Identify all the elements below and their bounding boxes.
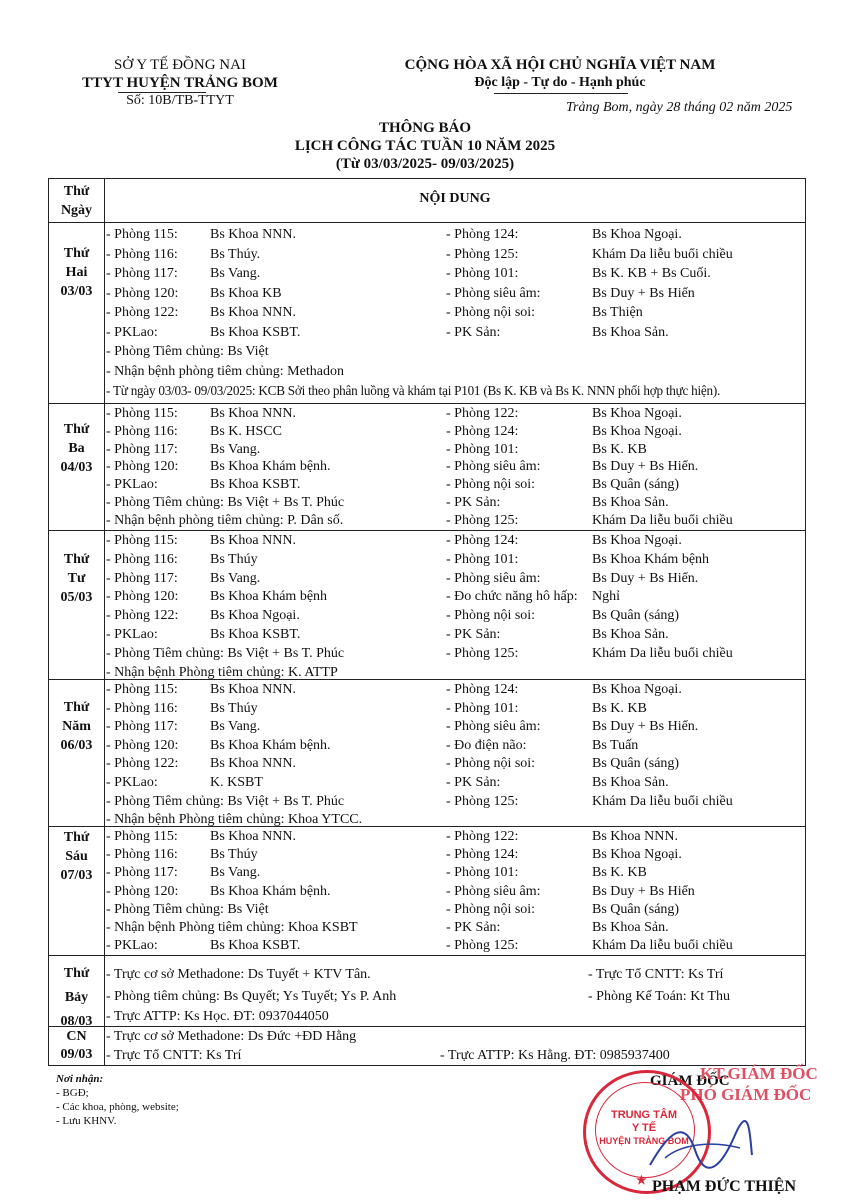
motto-underline [494, 93, 628, 94]
saturday-label-1: Thứ [63, 966, 90, 981]
room-label: - Phòng nội soi: [446, 901, 536, 917]
room-assignee: Bs Duy + Bs Hiển [592, 883, 695, 899]
recipient-item: - Lưu KHNV. [56, 1115, 117, 1127]
room-assignee: Bs Khoa Ngoại. [592, 406, 682, 421]
room-label: - Phòng 115: [106, 829, 178, 844]
room-label: - Phòng 120: [106, 737, 179, 753]
document-number: Số: 10B/TB-TTYT [126, 93, 234, 108]
saturday-right-1: - Trực Tổ CNTT: Ks Trí [588, 967, 724, 982]
room-label: - Phòng 124: [446, 423, 519, 439]
room-assignee: Bs Khoa Ngoại. [592, 682, 682, 697]
handwritten-signature-icon [640, 1110, 760, 1180]
room-assignee: Bs Khoa NNN. [210, 406, 296, 421]
room-label: - PK Sản: [446, 775, 501, 790]
room-label: - Phòng 117: [106, 266, 178, 281]
room-assignee: Bs Khoa Ngoại. [592, 227, 682, 242]
room-assignee: Bs Tuấn [592, 737, 639, 753]
room-label: - Phòng 117: [106, 570, 178, 586]
room-assignee: Bs Khoa Sản. [592, 627, 669, 642]
room-assignee: Bs Thúy [210, 847, 258, 863]
room-assignee: Bs Thiện [592, 305, 643, 320]
recipients-block [56, 1072, 179, 1128]
header-content-label: NỘI DUNG [419, 191, 491, 206]
room-label: - Phòng 101: [446, 865, 519, 881]
room-assignee: Bs Khoa KSBT. [210, 938, 301, 954]
room-assignee: Bs Khoa Khám bệnh. [210, 737, 331, 753]
room-assignee: Bs K. KB + Bs Cuối. [592, 266, 711, 281]
room-assignee: Bs Khoa Ngoại. [592, 847, 682, 863]
room-assignee: Bs Quân (sáng) [592, 608, 680, 624]
room-assignee: Bs Duy + Bs Hiển. [592, 719, 699, 735]
room-label: - Phòng 117: [106, 441, 178, 457]
room-label: - Phòng 120: [106, 459, 179, 475]
room-assignee: Bs Khoa KSBT. [210, 477, 301, 493]
saturday-label-2: Bảy [64, 990, 89, 1005]
place-date: Trảng Bom, ngày 28 tháng 02 năm 2025 [566, 100, 793, 115]
room-label: - Phòng 125: [446, 246, 519, 262]
room-assignee: Bs Khoa NNN. [210, 756, 296, 772]
room-assignee: Khám Da liễu buổi chiều [592, 512, 733, 528]
room-label: - Phòng nội soi: [446, 477, 536, 493]
day-label-cell [48, 420, 105, 477]
room-label: - PK Sản: [446, 627, 501, 642]
room-assignee: Bs Vang. [210, 865, 261, 881]
room-assignee: Bs Vang. [210, 266, 261, 281]
day-label-cell [48, 244, 105, 301]
room-label: - Phòng 116: [106, 246, 178, 262]
room-assignee: Bs Khoa Ngoại. [592, 423, 682, 439]
day-note-line: - Phòng Tiêm chủng: Bs Việt [106, 344, 269, 359]
issuer-block [60, 56, 300, 110]
recipient-item: - Các khoa, phòng, website; [56, 1101, 179, 1113]
room-label: - Phòng 120: [106, 285, 179, 301]
room-assignee: Bs Khoa Ngoại. [592, 533, 682, 548]
room-assignee: Bs Khoa KB [210, 285, 282, 301]
room-assignee: Khám Da liễu buổi chiều [592, 793, 733, 809]
room-label: - Phòng 115: [106, 227, 178, 242]
day-date: 07/03 [60, 868, 93, 883]
room-label: - Phòng 101: [446, 551, 519, 567]
tuesday-divider [48, 530, 806, 531]
header-day-cell [48, 182, 105, 220]
room-label: - Phòng siêu âm: [446, 719, 541, 735]
day-label: Tư [67, 571, 86, 586]
room-assignee: Bs Khoa NNN. [210, 305, 296, 320]
room-assignee: Bs Thúy [210, 700, 258, 716]
day-label-cell [48, 828, 105, 885]
room-label: - Phòng siêu âm: [446, 883, 541, 899]
room-assignee: Bs Quân (sáng) [592, 477, 680, 493]
room-assignee: Bs Khoa NNN. [210, 533, 296, 548]
room-label: - Phòng siêu âm: [446, 285, 541, 301]
room-label: - Phòng Tiêm chủng: Bs Việt + Bs T. Phúc [106, 495, 345, 510]
room-label: - PKLao: [106, 324, 158, 340]
day-label: Sáu [65, 849, 88, 864]
room-assignee: Bs K. KB [592, 700, 647, 716]
document-title [160, 119, 690, 173]
room-label: - Phòng 116: [106, 700, 178, 716]
room-label: - Phòng 124: [446, 533, 519, 548]
room-assignee: Bs Thúy. [210, 246, 261, 262]
day-note-line: - Nhận bệnh phòng tiêm chủng: Methadon [106, 363, 344, 379]
room-assignee: Khám Da liễu buổi chiều [592, 938, 733, 954]
sunday-date: 09/03 [60, 1047, 93, 1062]
room-label: - Phòng 115: [106, 406, 178, 421]
day-label: Hai [65, 265, 88, 280]
day-date: 05/03 [60, 590, 93, 605]
room-label: - Phòng 124: [446, 847, 519, 863]
room-label: - PK Sản: [446, 324, 501, 340]
day-column-divider [104, 178, 105, 1066]
room-label: - PKLao: [106, 775, 158, 790]
room-assignee: Bs Khoa Khám bệnh [210, 589, 328, 605]
room-assignee: Bs Thúy [210, 551, 258, 567]
room-label: - Nhận bệnh phòng tiêm chủng: P. Dân số. [106, 512, 344, 528]
room-assignee: Khám Da liễu buổi chiều [592, 246, 733, 262]
saturday-line-3: - Trực ATTP: Ks Học. ĐT: 0937044050 [106, 1009, 329, 1024]
room-assignee: Bs Quân (sáng) [592, 756, 680, 772]
room-assignee: Bs Khoa Khám bệnh. [210, 883, 331, 899]
issuer-department: SỞ Y TẾ ĐỒNG NAI [114, 57, 246, 73]
room-label: - Phòng 125: [446, 793, 519, 809]
room-label: - Phòng 120: [106, 883, 179, 899]
title-line3: (Từ 03/03/2025- 09/03/2025) [335, 156, 515, 172]
room-assignee: Bs Vang. [210, 719, 261, 735]
signer-name: PHẠM ĐỨC THIỆN [652, 1178, 796, 1195]
room-label: - Nhận bệnh Phòng tiêm chủng: Khoa KSBT [106, 920, 358, 935]
title-line1: THÔNG BÁO [378, 120, 472, 136]
saturday-line-1: - Trực cơ sở Methadone: Ds Tuyết + KTV Tân. [106, 967, 371, 982]
room-assignee: Bs Khoa NNN. [210, 227, 296, 242]
day-label: Thứ [63, 246, 90, 261]
room-label: - Phòng siêu âm: [446, 570, 541, 586]
room-label: - Phòng 122: [106, 608, 179, 624]
room-assignee: Bs Khoa NNN. [592, 829, 678, 844]
day-note-line: - Nhận bệnh Phòng tiêm chủng: Khoa YTCC. [106, 812, 363, 828]
room-label: - Phòng 122: [106, 756, 179, 772]
room-assignee: Bs Khoa NNN. [210, 829, 296, 844]
nation-title: CỘNG HÒA XÃ HỘI CHỦ NGHĨA VIỆT NAM [404, 57, 716, 73]
room-label: - PK Sản: [446, 920, 501, 935]
stamp-pho-giam-doc: PHÓ GIÁM ĐỐC [680, 1085, 812, 1104]
room-assignee: Bs Vang. [210, 570, 261, 586]
room-label: - PK Sản: [446, 495, 501, 510]
room-label: - Phòng 101: [446, 266, 519, 281]
day-label-cell [48, 550, 105, 607]
room-assignee: Bs K. KB [592, 441, 647, 457]
room-assignee: Bs Duy + Bs Hiển. [592, 570, 699, 586]
header-day-label: Thứ [63, 184, 90, 199]
issuer-underline [118, 92, 206, 93]
saturday-cell [48, 962, 105, 1034]
seal-star-icon: ★ [636, 1173, 647, 1187]
sunday-cell [48, 1028, 105, 1064]
room-assignee: Nghỉ [592, 589, 620, 605]
room-label: - Phòng 101: [446, 441, 519, 457]
room-label: - Phòng 101: [446, 700, 519, 716]
room-label: - Phòng 116: [106, 423, 178, 439]
room-assignee: Bs Duy + Bs Hiển. [592, 459, 699, 475]
day-label: Thứ [63, 552, 90, 567]
day-label: Thứ [63, 700, 90, 715]
room-label: - Đo điện não: [446, 737, 527, 753]
room-assignee: Bs K. HSCC [210, 423, 282, 439]
room-label: - Phòng nội soi: [446, 305, 536, 320]
room-assignee: Bs Khoa Sản. [592, 495, 669, 510]
room-label: - Đo chức năng hô hấp: [446, 589, 578, 605]
room-assignee: Bs Khoa Sản. [592, 775, 669, 790]
seal-line-1: TRUNG TÂM [611, 1109, 677, 1121]
room-label: - Phòng 125: [446, 645, 519, 661]
room-label: - Phòng nội soi: [446, 756, 536, 772]
day-label-cell [48, 698, 105, 755]
issuer-center: TTYT HUYỆN TRẢNG BOM [82, 75, 278, 91]
room-label: - PKLao: [106, 477, 158, 493]
room-assignee: Bs Khoa NNN. [210, 682, 296, 697]
room-label: - Phòng 122: [446, 406, 519, 421]
room-label: - Phòng 120: [106, 589, 179, 605]
sunday-right-2: - Trực ATTP: Ks Hằng. ĐT: 0985937400 [440, 1048, 670, 1063]
room-label: - Phòng 117: [106, 719, 178, 735]
day-date: 03/03 [60, 284, 93, 299]
day-label: Ba [68, 441, 85, 456]
room-label: - Phòng 125: [446, 512, 519, 528]
day-label: Thứ [63, 830, 90, 845]
room-assignee: Khám Da liễu buổi chiều [592, 645, 733, 661]
recipient-item: - BGĐ; [56, 1087, 89, 1099]
recipients-title: Nơi nhận: [56, 1073, 104, 1085]
room-label: - Phòng 116: [106, 847, 178, 863]
room-label: - Phòng 117: [106, 865, 178, 881]
room-label: - Phòng 122: [106, 305, 179, 320]
day-label: Thứ [63, 422, 90, 437]
seal-line-3: HUYỆN TRẢNG BOM [599, 1136, 689, 1146]
header-row-divider [48, 222, 806, 223]
room-assignee: Bs Khoa Sản. [592, 324, 669, 340]
room-label: - Phòng 124: [446, 682, 519, 697]
day-date: 06/03 [60, 738, 93, 753]
room-assignee: Bs Khoa Khám bệnh [592, 551, 710, 567]
title-line2: LỊCH CÔNG TÁC TUẦN 10 NĂM 2025 [294, 138, 556, 154]
signature-title: GIÁM ĐỐC [650, 1073, 730, 1089]
room-assignee: Bs Vang. [210, 441, 261, 457]
day-date: 04/03 [60, 460, 93, 475]
room-label: - PKLao: [106, 938, 158, 954]
room-label: - Phòng 124: [446, 227, 519, 242]
room-assignee: Bs Khoa KSBT. [210, 627, 301, 642]
header-date-label: Ngày [60, 203, 93, 218]
sunday-line-2: - Trực Tổ CNTT: Ks Trí [106, 1048, 242, 1063]
room-label: - Phòng 125: [446, 938, 519, 954]
room-assignee: Bs K. KB [592, 865, 647, 881]
saturday-date: 08/03 [60, 1014, 93, 1029]
nation-motto: Độc lập - Tự do - Hạnh phúc [474, 75, 646, 90]
seal-line-2: Y TẾ [631, 1122, 657, 1134]
room-label: - Phòng Tiêm chủng: Bs Việt + Bs T. Phúc [106, 793, 345, 809]
room-label: - Phòng 115: [106, 682, 178, 697]
room-assignee: Bs Khoa KSBT. [210, 324, 301, 340]
saturday-right-2: - Phòng Kế Toán: Kt Thu [588, 989, 730, 1004]
day-label: Năm [62, 719, 91, 734]
sunday-label: CN [66, 1029, 87, 1044]
monday-divider [48, 403, 806, 404]
stamp-kt-giam-doc: KT.GIÁM ĐỐC [700, 1064, 818, 1083]
room-label: - Phòng 122: [446, 829, 519, 844]
day-note-line: - Từ ngày 03/03- 09/03/2025: KCB Sởi theo phân luồng và khám tại P101 (Bs K. KB và Bs K. NNN phối hợp thực hiện). [106, 383, 721, 398]
room-label: - PKLao: [106, 627, 158, 642]
room-label: - Phòng Tiêm chủng: Bs Việt + Bs T. Phúc [106, 645, 345, 661]
room-label: - Phòng Tiêm chủng: Bs Việt [106, 901, 269, 917]
day-note-line: - Nhận bệnh Phòng tiêm chủng: K. ATTP [106, 664, 338, 680]
room-assignee: Bs Khoa Ngoại. [210, 608, 300, 624]
nation-block [350, 56, 770, 92]
room-assignee: K. KSBT [210, 775, 263, 790]
room-assignee: Bs Duy + Bs Hiển [592, 285, 695, 301]
room-label: - Phòng 115: [106, 533, 178, 548]
room-assignee: Bs Quân (sáng) [592, 901, 680, 917]
room-assignee: Bs Khoa Sản. [592, 920, 669, 935]
room-label: - Phòng 116: [106, 551, 178, 567]
room-label: - Phòng siêu âm: [446, 459, 541, 475]
room-assignee: Bs Khoa Khám bệnh. [210, 459, 331, 475]
sunday-line-1: - Trực cơ sở Methadone: Ds Đức +ĐD Hằng [106, 1029, 357, 1044]
room-label: - Phòng nội soi: [446, 608, 536, 624]
saturday-divider [48, 1026, 806, 1027]
saturday-line-2: - Phòng tiêm chủng: Bs Quyết; Ys Tuyết; Ys P. Anh [106, 989, 397, 1004]
